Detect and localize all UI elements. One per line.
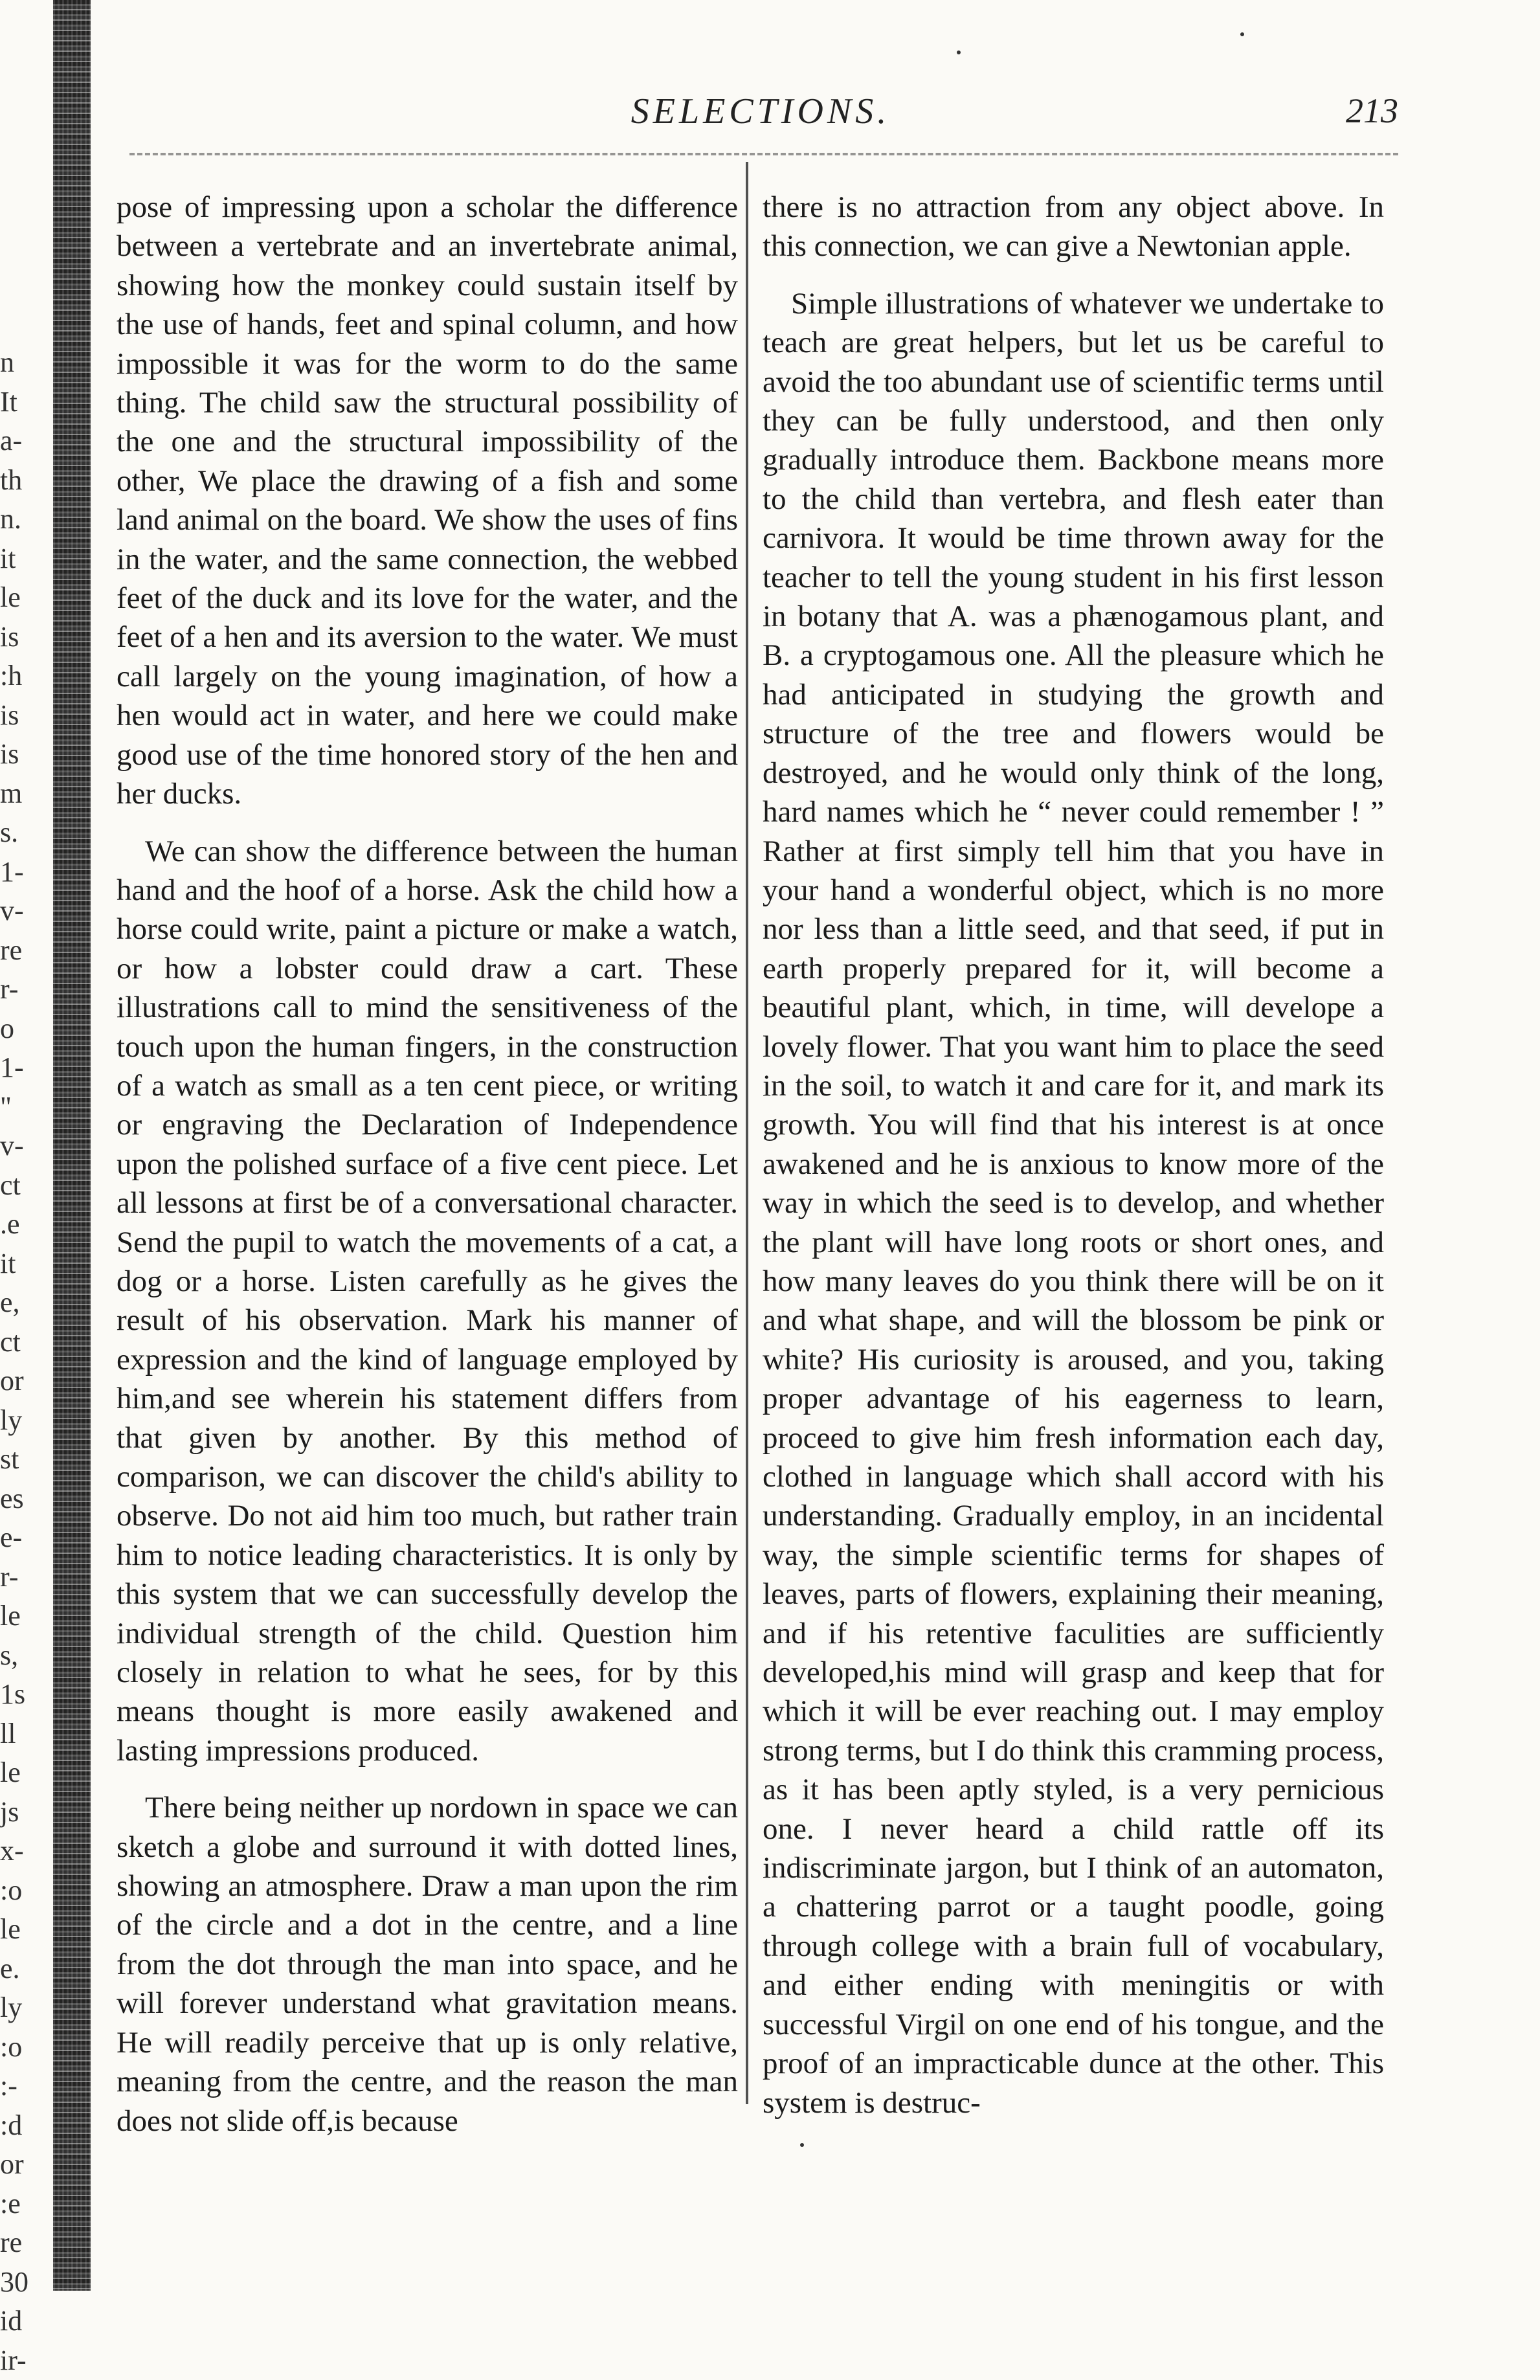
edge-fragment: " <box>0 1088 52 1127</box>
edge-fragment: n. <box>0 500 52 539</box>
edge-fragment: r- <box>0 970 52 1009</box>
page-number: 213 <box>1269 91 1398 131</box>
edge-fragment: e- <box>0 1518 52 1558</box>
edge-fragment: 1- <box>0 853 52 892</box>
edge-fragment: it <box>0 539 52 579</box>
print-speck <box>1240 32 1244 36</box>
edge-fragment: es <box>0 1479 52 1519</box>
adjacent-page-edge-fragments <box>0 343 52 2380</box>
running-header-title: SELECTIONS. <box>615 91 906 132</box>
edge-fragment: le <box>0 578 52 618</box>
edge-fragment: s, <box>0 1636 52 1676</box>
column-divider <box>746 162 748 2104</box>
paragraph: there is no attraction from any object above. In this connection, we can give a Newtonian apple. <box>763 188 1384 266</box>
edge-fragment: 30 <box>0 2263 52 2302</box>
edge-fragment: or <box>0 1362 52 1401</box>
edge-fragment: n <box>0 343 52 383</box>
edge-fragment: is <box>0 618 52 657</box>
header-rule <box>129 153 1398 155</box>
edge-fragment: ly <box>0 1988 52 2028</box>
paragraph: pose of impressing upon a scholar the difference between a vertebrate and an invertebrate animal, showing how the monkey could sustain itself by the use of hands, feet and spinal column, and how impossible it was for the worm to do the same thing. The child saw the structural possibility of the one and the structural impossibility of the other, We place the drawing of a fish and some land animal on the board. We show the uses of fins in the water, and the same connection, the webbed feet of the duck and its love for the water, and the feet of a hen and its aversion to the water. We must call largely on the young imagination, of how a hen would act in water, and here we could make good use of the time honored story of the hen and her ducks. <box>117 188 738 814</box>
paragraph: Simple illustrations of whatever we undertake to teach are great helpers, but let us be careful to avoid the too abundant use of scientific terms until they can be fully understood, and then only gradually introduce them. Backbone means more to the child than vertebra, and flesh eater than carnivora. It would be time thrown away for the teacher to tell the young student in his first lesson in botany that A. was a phænogamous plant, and B. a cryptogamous one. All the pleasure which he had anticipated in studying the growth and structure of the tree and flowers would be destroyed, and he would only think of the long, hard names which he “ never could remember ! ” Rather at first simply tell him that you have in your hand a wonderful object, which is no more nor less than a little seed, and that seed, if put in earth properly prepared for it, will become a beautiful plant, which, in time, will develope a lovely flower. That you want him to place the seed in the soil, to watch it and care for it, and mark its growth. You will find that his interest is at once awakened and he is anxious to know more of the way in which the seed is to develop, and whether the plant will have long roots or short ones, and how many leaves do you think there will be on it and what shape, and will the blossom be pink or white? His curiosity is aroused, and you, taking proper advantage of his eagerness to learn, proceed to give him fresh information each day, clothed in language which shall accord with his understanding. Gradually employ, in an incidental way, the simple scientific terms for shapes of leaves, parts of flowers, explaining their meaning, and if his retentive faculities are sufficiently developed,his mind will grasp and keep that for which it will be ever reaching out. I may employ strong terms, but I do think this cramming process, as it has been aptly styled, is a very pernicious one. I never heard a child rattle off its indiscriminate jargon, but I think of an automaton, a chattering parrot or a taught poodle, going through college with a brain full of vocabulary, and either ending with meningitis or with successful Virgil on one end of his tongue, and the proof of an impracticable dunce at the other. This system is destruc- <box>763 284 1384 2122</box>
edge-fragment: is <box>0 735 52 774</box>
paragraph: There being neither up nordown in space we can sketch a globe and surround it with dotted lines, showing an atmosphere. Draw a man upon the rim of the circle and a dot in the centre, and a line from the dot through the man into space, and he will forever understand what gravitation means. He will readily perceive that up is only relative, meaning from the centre, and the reason the man does not slide off,is because <box>117 1788 738 2140</box>
edge-fragment: .e <box>0 1205 52 1244</box>
paragraph: We can show the difference between the human hand and the hoof of a horse. Ask the child how a horse could write, paint a picture or make a watch, or how a lobster could draw a cart. These illustrations call to mind the sensitiveness of the touch upon the human fingers, in the construction of a watch as small as a ten cent piece, or writing or engraving the Declaration of Independence upon the polished surface of a five cent piece. Let all lessons at first be of a conversational character. Send the pupil to watch the movements of a cat, a dog or a horse. Listen carefully as he gives the result of his observation. Mark his manner of expression and the kind of language employed by him,and see wherein his statement differs from that given by another. By this method of comparison, we can discover the child's ability to observe. Do not aid him too much, but rather train him to notice leading characteristics. It is only by this system that we can successfully develop the individual strength of the child. Question him closely in relation to what he sees, for by this means thought is more easily awakened and lasting impressions produced. <box>117 832 738 1771</box>
left-column <box>117 188 738 2159</box>
print-speck <box>957 51 961 54</box>
edge-fragment: :- <box>0 2067 52 2106</box>
edge-fragment: or <box>0 2145 52 2184</box>
edge-fragment: s. <box>0 813 52 853</box>
edge-fragment: It <box>0 383 52 422</box>
edge-fragment: :o <box>0 2028 52 2067</box>
edge-fragment: :d <box>0 2106 52 2146</box>
edge-fragment: x- <box>0 1832 52 1871</box>
right-column <box>763 188 1384 2140</box>
edge-fragment: le <box>0 1753 52 1793</box>
edge-fragment: ly <box>0 1401 52 1441</box>
edge-fragment: e, <box>0 1283 52 1323</box>
edge-fragment: le <box>0 1597 52 1636</box>
print-speck <box>800 2143 804 2147</box>
edge-fragment: re <box>0 2223 52 2263</box>
book-spine-shadow <box>53 0 91 2291</box>
edge-fragment: is <box>0 696 52 735</box>
edge-fragment: ir- <box>0 2341 52 2380</box>
edge-fragment: :e <box>0 2184 52 2224</box>
edge-fragment: 1s <box>0 1675 52 1714</box>
edge-fragment: it <box>0 1244 52 1284</box>
edge-fragment: o <box>0 1009 52 1049</box>
edge-fragment: ct <box>0 1166 52 1206</box>
edge-fragment: id <box>0 2302 52 2341</box>
edge-fragment: 1- <box>0 1048 52 1088</box>
edge-fragment: m <box>0 774 52 814</box>
edge-fragment: le <box>0 1910 52 1949</box>
edge-fragment: th <box>0 461 52 500</box>
edge-fragment: ll <box>0 1714 52 1754</box>
edge-fragment: st <box>0 1440 52 1479</box>
edge-fragment: r- <box>0 1558 52 1597</box>
edge-fragment: ct <box>0 1323 52 1362</box>
edge-fragment: v- <box>0 1127 52 1166</box>
edge-fragment: :o <box>0 1871 52 1911</box>
edge-fragment: e. <box>0 1949 52 1989</box>
edge-fragment: :h <box>0 657 52 696</box>
edge-fragment: re <box>0 931 52 971</box>
edge-fragment: a- <box>0 421 52 461</box>
edge-fragment: js <box>0 1793 52 1832</box>
edge-fragment: v- <box>0 892 52 931</box>
